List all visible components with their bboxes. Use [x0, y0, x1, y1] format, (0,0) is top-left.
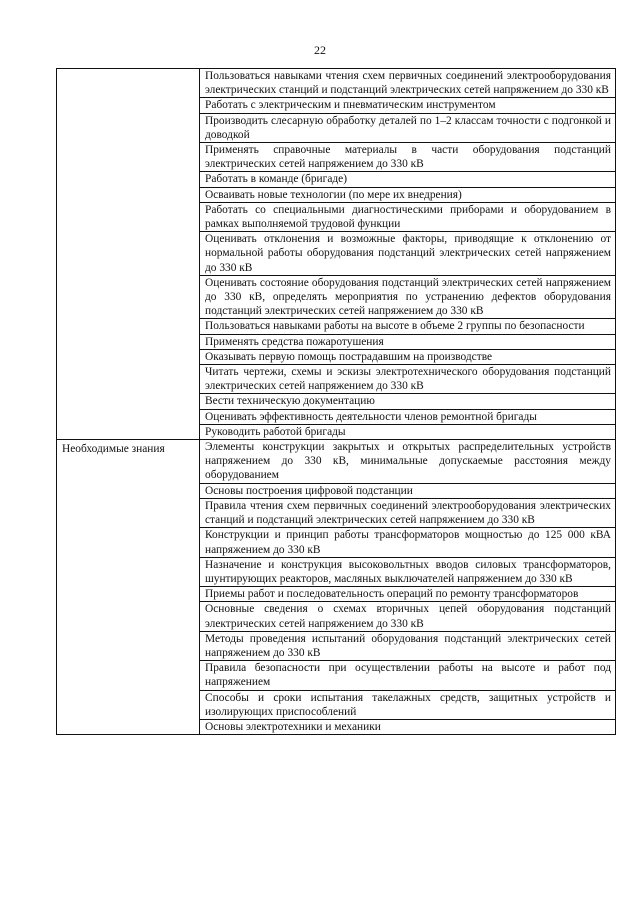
competency-table-body — [57, 69, 616, 735]
knowledge-item: Основы электротехники и механики — [200, 719, 616, 734]
knowledge-item: Назначение и конструкция высоковольтных вводов силовых трансформаторов, шунтирующих реакторов, масляных выключателей напряжением до 330 кВ — [200, 557, 616, 586]
skills-item: Вести техническую документацию — [200, 394, 616, 409]
skills-row — [57, 69, 616, 98]
skills-item: Применять средства пожаротушения — [200, 334, 616, 349]
knowledge-item: Правила безопасности при осуществлении работы на высоте и работ под напряжением — [200, 661, 616, 690]
skills-item: Осваивать новые технологии (по мере их внедрения) — [200, 187, 616, 202]
skills-item: Руководить работой бригады — [200, 424, 616, 439]
skills-item: Производить слесарную обработку деталей по 1–2 классам точности с подгонкой и доводкой — [200, 113, 616, 142]
skills-label-cell — [57, 69, 200, 440]
knowledge-item: Правила чтения схем первичных соединений электрооборудования электрических станций и подстанций электрических сетей напряжением до 330 кВ — [200, 498, 616, 527]
skills-item: Читать чертежи, схемы и эскизы электротехнического оборудования подстанций электрических сетей напряжением до 330 кВ — [200, 365, 616, 394]
skills-item: Оценивать состояние оборудования подстанций электрических сетей напряжением до 330 кВ, определять мероприятия по устранению дефектов оборудования подстанций электрических сетей напряжением до 330 кВ — [200, 275, 616, 319]
skills-item: Пользоваться навыками работы на высоте в объеме 2 группы по безопасности — [200, 319, 616, 334]
skills-item: Применять справочные материалы в части оборудования подстанций электрических сетей напряжением до 330 кВ — [200, 143, 616, 172]
knowledge-item: Основы построения цифровой подстанции — [200, 483, 616, 498]
page-number: 22 — [314, 43, 326, 57]
knowledge-row — [57, 440, 616, 484]
skills-item: Работать с электрическим и пневматическим инструментом — [200, 98, 616, 113]
skills-item: Работать в команде (бригаде) — [200, 172, 616, 187]
knowledge-item: Приемы работ и последовательность операций по ремонту трансформаторов — [200, 587, 616, 602]
competency-table — [56, 68, 616, 735]
knowledge-item: Основные сведения о схемах вторичных цепей оборудования подстанций электрических сетей напряжением до 330 кВ — [200, 602, 616, 631]
knowledge-label: Необходимые знания — [62, 443, 165, 456]
skills-label — [62, 69, 195, 71]
skills-item: Оценивать отклонения и возможные факторы, приводящие к отклонению от нормальной работы оборудования подстанций электрических сетей напряжением до 330 кВ — [200, 232, 616, 276]
knowledge-item: Конструкции и принцип работы трансформаторов мощностью до 125 000 кВА напряжением до 330 кВ — [200, 528, 616, 557]
skills-item: Оценивать эффективность деятельности членов ремонтной бригады — [200, 409, 616, 424]
skills-item: Оказывать первую помощь пострадавшим на производстве — [200, 349, 616, 364]
skills-item: Пользоваться навыками чтения схем первичных соединений электрооборудования электрических станций и подстанций электрических сетей напряжением до 330 кВ — [200, 69, 616, 98]
knowledge-item: Способы и сроки испытания такелажных средств, защитных устройств и изолирующих приспособлений — [200, 690, 616, 719]
knowledge-item: Элементы конструкции закрытых и открытых распределительных устройств напряжением до 330 кВ, минимальные допускаемые расстояния между оборудованием — [200, 440, 616, 484]
skills-item: Работать со специальными диагностическими приборами и оборудованием в рамках выполняемой трудовой функции — [200, 202, 616, 231]
knowledge-label-cell — [57, 440, 200, 735]
knowledge-item: Методы проведения испытаний оборудования подстанций электрических сетей напряжением до 330 кВ — [200, 631, 616, 660]
